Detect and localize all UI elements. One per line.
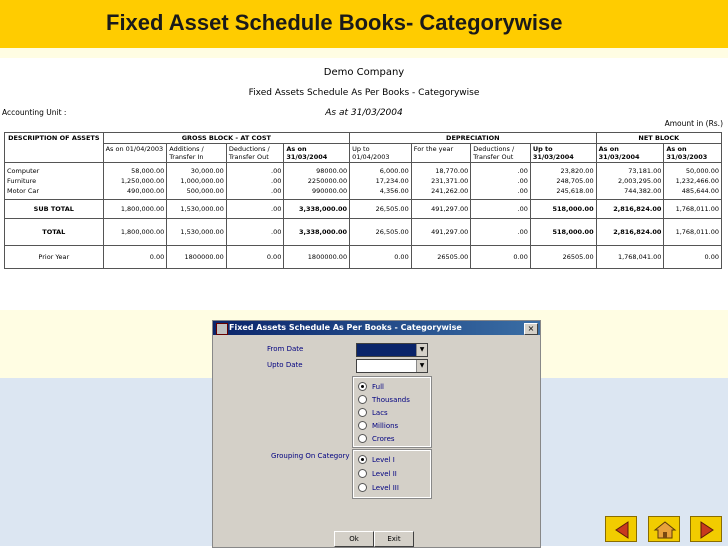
asset-name: Motor Car <box>7 187 40 195</box>
value-cell: .00 .00 .00 <box>471 163 531 200</box>
value-cell: 518,000.00 <box>530 200 596 219</box>
chevron-down-icon[interactable]: ▼ <box>416 344 427 356</box>
header-net-block: NET BLOCK <box>596 133 721 144</box>
value-cell: 0.00 <box>471 246 531 269</box>
value-cell: 23,820.00 248,705.00 245,618.00 <box>530 163 596 200</box>
radio-thousands[interactable] <box>358 395 410 404</box>
radio-label: Lacs <box>372 408 388 417</box>
ok-button[interactable]: Ok <box>334 531 374 547</box>
header-col: As on 01/04/2003 <box>103 144 167 163</box>
radio-full[interactable] <box>358 382 384 391</box>
prior-year-row <box>5 246 722 269</box>
nav-back-button[interactable] <box>605 516 637 542</box>
header-col: As on 31/03/2003 <box>664 144 722 163</box>
asset-name: Furniture <box>7 177 37 185</box>
value-cell: 1800000.00 <box>167 246 227 269</box>
dialog-titlebar[interactable] <box>213 321 540 335</box>
nav-home-button[interactable] <box>648 516 680 542</box>
value-cell: .00 <box>471 219 531 246</box>
value-cell: 1800000.00 <box>284 246 350 269</box>
amount-unit-label: Amount in (Rs.) <box>664 119 723 128</box>
radio-label: Level III <box>372 483 399 492</box>
radio-crores[interactable] <box>358 434 395 443</box>
header-col: Deductions / Transfer Out <box>471 144 531 163</box>
header-row-columns <box>5 144 722 163</box>
value-cell: 18,770.00 231,371.00 241,262.00 <box>411 163 471 200</box>
value-cell: 0.00 <box>350 246 412 269</box>
close-icon[interactable]: × <box>524 323 538 335</box>
radio-label: Full <box>372 382 384 391</box>
header-row-groups <box>5 133 722 144</box>
value-cell: 1,530,000.00 <box>167 200 227 219</box>
value-cell: 1,768,041.00 <box>596 246 664 269</box>
total-label: TOTAL <box>5 219 104 246</box>
value-cell: 98000.00 2250000.00 990000.00 <box>284 163 350 200</box>
value-cell: 30,000.00 1,000,000.00 500,000.00 <box>167 163 227 200</box>
value-cell: 0.00 <box>103 246 167 269</box>
header-gross-block: GROSS BLOCK - AT COST <box>103 133 350 144</box>
asset-names-cell <box>5 163 104 200</box>
radio-dot[interactable] <box>358 408 367 417</box>
nav-forward-button[interactable] <box>690 516 722 542</box>
table-row <box>5 163 722 200</box>
header-col: As on 31/03/2004 <box>596 144 664 163</box>
upto-date-select[interactable] <box>356 359 428 373</box>
value-cell: 2,816,824.00 <box>596 219 664 246</box>
subtotal-row <box>5 200 722 219</box>
radio-label: Level I <box>372 455 395 464</box>
exit-button[interactable]: Exit <box>374 531 414 547</box>
value-cell: 26505.00 <box>530 246 596 269</box>
value-cell: 518,000.00 <box>530 219 596 246</box>
home-icon <box>653 520 677 540</box>
header-col: As on 31/03/2004 <box>284 144 350 163</box>
chevron-down-icon[interactable]: ▼ <box>416 360 427 372</box>
radio-dot[interactable] <box>358 455 367 464</box>
header-col: Additions / Transfer In <box>167 144 227 163</box>
radio-dot[interactable] <box>358 421 367 430</box>
value-cell: 3,338,000.00 <box>284 219 350 246</box>
value-cell: 58,000.00 1,250,000.00 490,000.00 <box>103 163 167 200</box>
radio-level-2[interactable] <box>358 469 397 478</box>
accounting-unit-label: Accounting Unit : <box>2 108 67 117</box>
value-cell: 0.00 <box>226 246 284 269</box>
report-as-at-date: As at 31/03/2004 <box>325 108 403 118</box>
asset-name: Computer <box>7 167 40 175</box>
schedule-table <box>4 132 722 269</box>
value-cell: .00 <box>471 200 531 219</box>
value-cell: 73,181.00 2,003,295.00 744,382.00 <box>596 163 664 200</box>
radio-label: Crores <box>372 434 395 443</box>
radio-dot[interactable] <box>358 483 367 492</box>
value-cell: 1,530,000.00 <box>167 219 227 246</box>
value-cell: 2,816,824.00 <box>596 200 664 219</box>
forward-arrow-icon <box>695 520 719 540</box>
value-cell: 491,297.00 <box>411 219 471 246</box>
dialog-title: Fixed Assets Schedule As Per Books - Categorywise <box>229 323 462 332</box>
total-row <box>5 219 722 246</box>
slide-title: Fixed Asset Schedule Books- Categorywise <box>106 10 563 35</box>
value-cell: 6,000.00 17,234.00 4,356.00 <box>350 163 412 200</box>
value-cell: 26,505.00 <box>350 219 412 246</box>
from-date-label: From Date <box>267 345 304 353</box>
radio-dot[interactable] <box>358 382 367 391</box>
value-cell: .00 .00 .00 <box>226 163 284 200</box>
radio-dot[interactable] <box>358 395 367 404</box>
header-col: For the year <box>411 144 471 163</box>
value-cell: 1,800,000.00 <box>103 200 167 219</box>
radio-label: Thousands <box>372 395 410 404</box>
value-cell: .00 <box>226 200 284 219</box>
value-cell: 491,297.00 <box>411 200 471 219</box>
header-description: DESCRIPTION OF ASSETS <box>5 133 104 163</box>
upto-date-label: Upto Date <box>267 361 303 369</box>
company-name: Demo Company <box>323 67 405 78</box>
header-col: Deductions / Transfer Out <box>226 144 284 163</box>
radio-level-1[interactable] <box>358 455 395 464</box>
schedule-report <box>0 58 728 310</box>
radio-dot[interactable] <box>358 469 367 478</box>
radio-millions[interactable] <box>358 421 398 430</box>
prior-year-label: Prior Year <box>5 246 104 269</box>
radio-label: Level II <box>372 469 397 478</box>
report-subtitle: Fixed Assets Schedule As Per Books - Categorywise <box>248 88 480 98</box>
schedule-dialog <box>212 320 541 548</box>
radio-dot[interactable] <box>358 434 367 443</box>
value-cell: 26505.00 <box>411 246 471 269</box>
from-date-select[interactable] <box>356 343 428 357</box>
back-arrow-icon <box>610 520 634 540</box>
grouping-label: Grouping On Category <box>271 452 350 460</box>
value-cell: 1,768,011.00 <box>664 200 722 219</box>
value-cell: .00 <box>226 219 284 246</box>
subtotal-label: SUB TOTAL <box>5 200 104 219</box>
value-cell: 1,768,011.00 <box>664 219 722 246</box>
units-group <box>353 377 431 447</box>
value-cell: 26,505.00 <box>350 200 412 219</box>
value-cell: 0.00 <box>664 246 722 269</box>
value-cell: 3,338,000.00 <box>284 200 350 219</box>
radio-label: Millions <box>372 421 399 430</box>
header-col: Up to 01/04/2003 <box>350 144 412 163</box>
app-icon <box>216 323 228 335</box>
header-depreciation: DEPRECIATION <box>350 133 597 144</box>
value-cell: 50,000.00 1,232,466.00 485,644.00 <box>664 163 722 200</box>
value-cell: 1,800,000.00 <box>103 219 167 246</box>
radio-level-3[interactable] <box>358 483 399 492</box>
radio-lacs[interactable] <box>358 408 388 417</box>
levels-group <box>353 450 431 498</box>
header-col: Up to 31/03/2004 <box>530 144 596 163</box>
